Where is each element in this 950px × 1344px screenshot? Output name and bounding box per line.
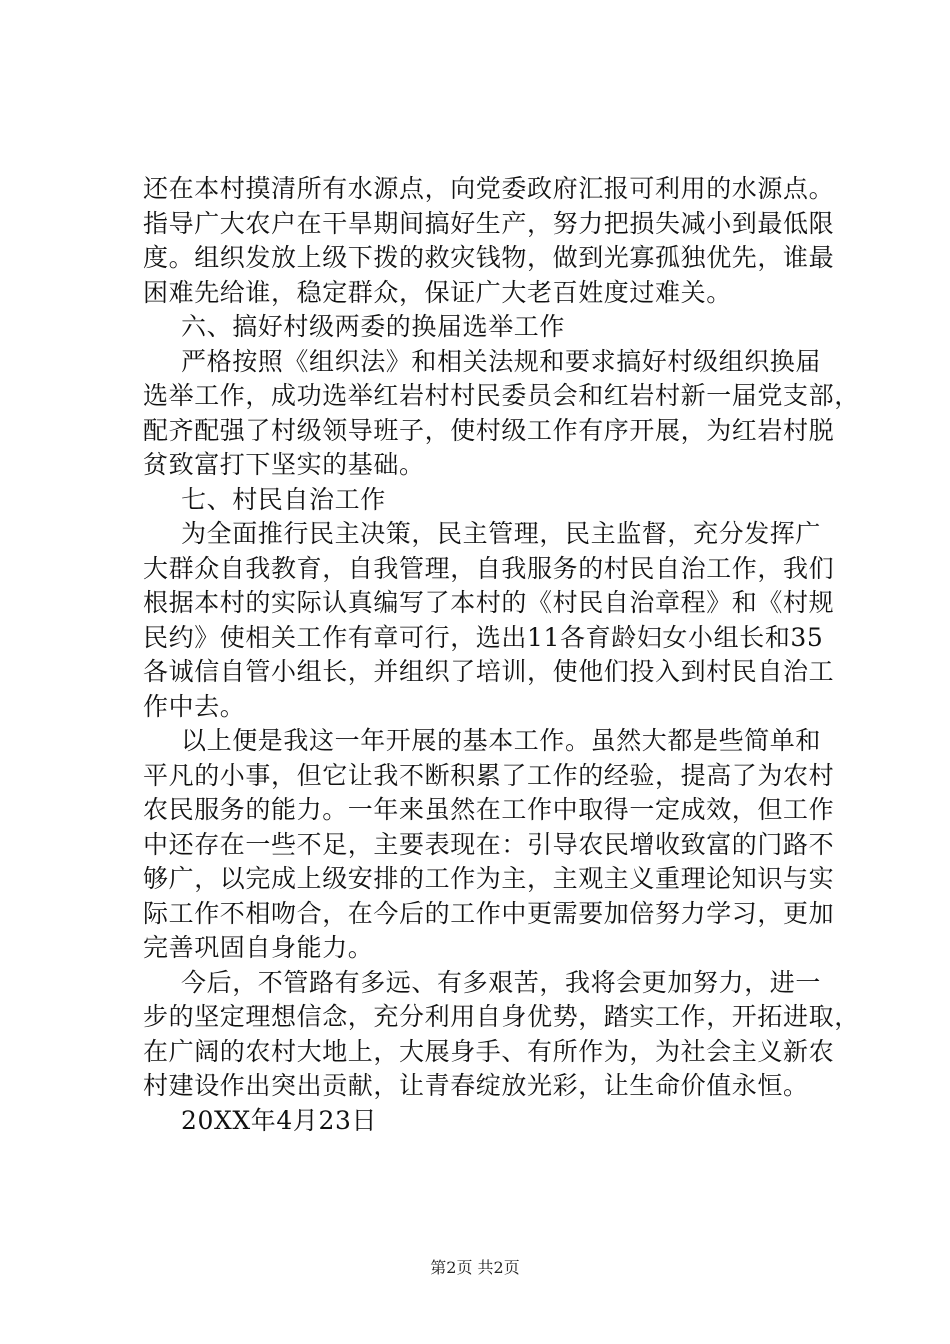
text-line: 在广阔的农村大地上，大展身手、有所作为，为社会主义新农 [143, 1036, 835, 1066]
text-line: 各诚信自管小组长，并组织了培训，使他们投入到村民自治工 [143, 657, 835, 686]
text-line: 村建设作出突出贡献，让青春绽放光彩，让生命价值永恒。 [143, 1071, 809, 1100]
text-line: 指导广大农户在干旱期间搞好生产，努力把损失减小到最低限 [143, 208, 835, 238]
document-date: 20XX年4月23日 [181, 1105, 378, 1135]
text-line: 度。组织发放上级下拨的救灾钱物，做到光寡孤独优先，谁最 [143, 243, 835, 272]
section-heading: 六、搞好村级两委的换届选举工作 [181, 312, 566, 341]
document-body [143, 172, 860, 1138]
text-line: 完善巩固自身能力。 [143, 933, 374, 962]
text-line: 大群众自我教育，自我管理，自我服务的村民自治工作，我们 [143, 553, 835, 583]
section-heading: 七、村民自治工作 [181, 484, 386, 514]
page-number-footer: 第2页 共2页 [430, 1258, 520, 1277]
text-line: 为全面推行民主决策，民主管理，民主监督，充分发挥广 [181, 519, 822, 548]
text-line: 贫致富打下坚实的基础。 [143, 450, 425, 479]
text-line: 配齐配强了村级领导班子，使村级工作有序开展，为红岩村脱 [143, 415, 835, 445]
text-line: 困难先给谁，稳定群众，保证广大老百姓度过难关。 [143, 277, 732, 307]
text-line: 还在本村摸清所有水源点，向党委政府汇报可利用的水源点。 [143, 174, 835, 203]
text-line: 民约》使相关工作有章可行，选出11各育龄妇女小组长和35 [143, 622, 824, 652]
text-line: 今后，不管路有多远、有多艰苦，我将会更加努力，进一 [181, 967, 822, 997]
text-line: 步的坚定理想信念，充分利用自身优势，踏实工作，开拓进取， [143, 1002, 860, 1031]
text-line: 以上便是我这一年开展的基本工作。虽然大都是些简单和 [181, 726, 822, 755]
text-line: 农民服务的能力。一年来虽然在工作中取得一定成效，但工作 [143, 795, 835, 824]
text-line: 平凡的小事，但它让我不断积累了工作的经验，提高了为农村 [143, 760, 835, 790]
text-line: 选举工作，成功选举红岩村村民委员会和红岩村新一届党支部， [143, 381, 860, 410]
text-line: 够广，以完成上级安排的工作为主，主观主义重理论知识与实 [143, 864, 835, 893]
text-line: 际工作不相吻合，在今后的工作中更需要加倍努力学习，更加 [143, 898, 835, 928]
text-line: 严格按照《组织法》和相关法规和要求搞好村级组织换届 [181, 346, 822, 376]
text-line: 作中去。 [143, 691, 246, 721]
text-line: 根据本村的实际认真编写了本村的《村民自治章程》和《村规 [143, 588, 835, 617]
text-line: 中还存在一些不足，主要表现在：引导农民增收致富的门路不 [143, 829, 835, 859]
